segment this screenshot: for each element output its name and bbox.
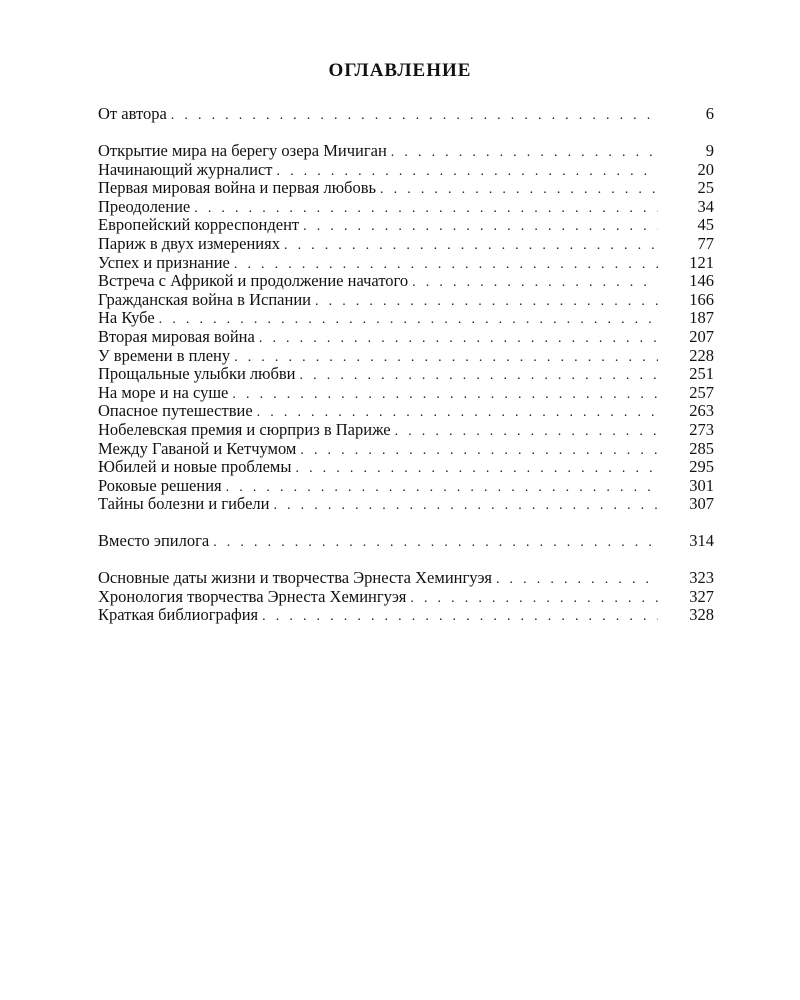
- toc-entry-page: 25: [697, 178, 714, 198]
- toc-entry-label: Роковые решения: [98, 475, 222, 495]
- toc-entry-page: 323: [689, 568, 714, 587]
- toc-entry: [98, 309, 714, 328]
- toc-entry: [98, 179, 714, 198]
- toc-group-epilogue: [98, 532, 714, 551]
- toc-entry: [98, 384, 714, 403]
- toc-entry-page: 20: [697, 159, 714, 179]
- toc-entry-page: 6: [705, 104, 714, 123]
- toc-entry-label: Преодоление: [98, 196, 191, 216]
- toc-entry-label: От автора: [98, 104, 167, 123]
- toc-dot-leader: [300, 367, 658, 386]
- toc-entry-page: 207: [689, 326, 714, 346]
- toc-entry-page: 301: [689, 475, 714, 495]
- toc-dot-leader: [226, 479, 658, 498]
- toc-entry-label: Открытие мира на берегу озера Мичиган: [98, 141, 387, 160]
- toc-entry-label: На Кубе: [98, 308, 155, 328]
- toc-entry: [98, 235, 714, 254]
- toc-entry-page: 251: [689, 364, 714, 384]
- toc-entry-page: 314: [689, 531, 714, 550]
- toc-entry-label: Вторая мировая война: [98, 326, 255, 346]
- toc-entry-page: 45: [697, 215, 714, 235]
- toc-entry-label: Европейский корреспондент: [98, 215, 300, 235]
- toc-entry-label: Париж в двух измерениях: [98, 233, 280, 253]
- toc-dot-leader: [395, 423, 658, 442]
- toc-entry-page: 121: [689, 252, 714, 272]
- toc-entry: [98, 421, 714, 440]
- toc-entry: [98, 142, 714, 161]
- toc-entry-label: На море и на суше: [98, 382, 229, 402]
- toc-entry-label: Начинающий журналист: [98, 159, 273, 179]
- toc-entry-label: Краткая библиография: [98, 605, 259, 625]
- toc-entry-page: 34: [697, 196, 714, 216]
- toc-entry-page: 327: [689, 586, 714, 606]
- toc-dot-leader: [391, 144, 658, 163]
- toc-dot-leader: [234, 349, 658, 368]
- toc-entry-label: Гражданская война в Испании: [98, 289, 311, 309]
- toc-dot-leader: [410, 590, 658, 609]
- toc-entry-page: 166: [689, 289, 714, 309]
- toc-entry: [98, 569, 714, 588]
- toc-entry-page: 146: [689, 271, 714, 291]
- toc-entry: [98, 216, 714, 235]
- toc-dot-leader: [295, 460, 658, 479]
- toc-entry-page: 257: [689, 382, 714, 402]
- toc-dot-leader: [380, 181, 658, 200]
- toc-entry-label: Вместо эпилога: [98, 531, 210, 550]
- toc-entry: [98, 272, 714, 291]
- toc-dot-leader: [273, 497, 658, 516]
- toc-entry-label: У времени в плену: [98, 345, 231, 365]
- toc-dot-leader: [284, 237, 658, 256]
- toc-entry-page: 328: [689, 605, 714, 625]
- toc-entry-label: Прощальные улыбки любви: [98, 364, 296, 384]
- toc-entry-page: 273: [689, 419, 714, 439]
- toc-entry-label: Хронология творчества Эрнеста Хемингуэя: [98, 586, 407, 606]
- toc-dot-leader: [303, 218, 658, 237]
- toc-entry: [98, 365, 714, 384]
- toc-entry-label: Основные даты жизни и творчества Эрнеста Хемингуэя: [98, 568, 492, 587]
- toc-entry-label: Нобелевская премия и сюрприз в Париже: [98, 419, 391, 439]
- toc-entry-page: 295: [689, 457, 714, 477]
- toc-entry: [98, 161, 714, 180]
- toc-entry: [98, 402, 714, 421]
- toc-dot-leader: [496, 571, 658, 590]
- toc-entry-label: Опасное путешествие: [98, 401, 253, 421]
- toc-dot-leader: [300, 442, 658, 461]
- toc-dot-leader: [232, 386, 658, 405]
- toc-group-appendix: [98, 569, 714, 625]
- toc-entry: [98, 458, 714, 477]
- toc-group-chapters: [98, 142, 714, 514]
- toc-entry: [98, 606, 714, 625]
- toc-group-preface: [98, 105, 714, 124]
- toc-dot-leader: [315, 293, 658, 312]
- toc-entry: [98, 254, 714, 273]
- toc-dot-leader: [262, 608, 658, 627]
- toc-dot-leader: [213, 534, 658, 553]
- toc-entry-page: 307: [689, 494, 714, 514]
- toc-entry: [98, 495, 714, 514]
- toc-entry-label: Тайны болезни и гибели: [98, 494, 270, 514]
- toc-entry-label: Успех и признание: [98, 252, 230, 272]
- toc-entry: [98, 328, 714, 347]
- toc-entry: [98, 105, 714, 124]
- toc-entry-label: Встреча с Африкой и продолжение начатого: [98, 271, 409, 291]
- toc-entry: [98, 532, 714, 551]
- toc-entry: [98, 198, 714, 217]
- page-title: ОГЛАВЛЕНИЕ: [328, 60, 472, 81]
- toc-entry-page: 77: [697, 233, 714, 253]
- toc-entry-page: 228: [689, 345, 714, 365]
- toc-entry: [98, 588, 714, 607]
- toc-dot-leader: [412, 274, 658, 293]
- toc-dot-leader: [259, 330, 658, 349]
- toc-entry-page: 187: [689, 308, 714, 328]
- toc-entry: [98, 291, 714, 310]
- toc-entry-label: Между Гаваной и Кетчумом: [98, 438, 297, 458]
- toc-entry-label: Юбилей и новые проблемы: [98, 457, 292, 477]
- toc-entry: [98, 347, 714, 366]
- toc-entry-page: 9: [705, 141, 714, 160]
- toc-entry-label: Первая мировая война и первая любовь: [98, 178, 377, 198]
- toc-entry: [98, 477, 714, 496]
- toc-dot-leader: [171, 107, 658, 126]
- toc-entry: [98, 440, 714, 459]
- toc-entry-page: 263: [689, 401, 714, 421]
- toc-entry-page: 285: [689, 438, 714, 458]
